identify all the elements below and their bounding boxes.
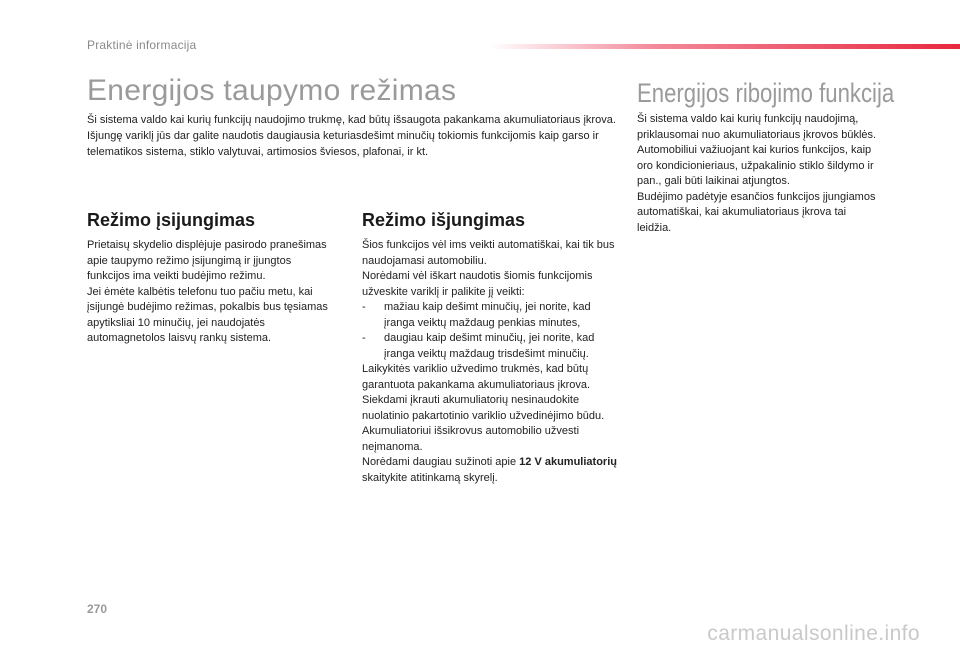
reference-text: skaitykite atitinkamą skyrelį. bbox=[362, 471, 498, 484]
left-section-body bbox=[87, 238, 335, 347]
left-paragraph: Jei ėmėte kalbėtis telefonu tuo pačiu metu, kai įsijungė budėjimo režimas, pokalbis bus tęsiamas apytiksliai 10 minučių, jei naudojatės automagnetolos laisvų rankų sistema. bbox=[87, 285, 328, 344]
middle-paragraph: Akumuliatoriui išsikrovus automobilio užvesti neįmanoma. bbox=[362, 425, 580, 453]
intro-paragraph: Išjungę variklį jūs dar galite naudotis daugiausia keturiasdešimt minučių tokiomis funkcijomis kaip garso ir telematikos sistema, stiklo valytuvai, artimosios šviesos, plafonai, ir kt. bbox=[87, 130, 599, 158]
middle-section-body bbox=[362, 238, 618, 486]
list-dash: - bbox=[362, 332, 366, 344]
reference-text: Norėdami daugiau sužinoti apie bbox=[362, 456, 520, 468]
right-section-body bbox=[637, 112, 882, 236]
left-section-title: Režimo įsijungimas bbox=[87, 210, 256, 230]
right-paragraph: Budėjimo padėtyje esančios funkcijos įjungiamos automatiškai, kai akumuliatoriaus įkrova tai leidžia. bbox=[637, 190, 876, 234]
list-item-text: mažiau kaip dešimt minučių, jei norite, kad įranga veiktų maždaug penkias minutes, bbox=[384, 301, 591, 329]
header-accent-bar bbox=[490, 44, 960, 49]
reference-bold-term: 12 V akumuliatorių bbox=[519, 456, 617, 468]
list-dash: - bbox=[362, 301, 366, 313]
watermark: carmanualsonline.info bbox=[707, 622, 920, 645]
list-item-text: daugiau kaip dešimt minučių, jei norite, kad įranga veiktų maždaug trisdešimt minučių. bbox=[384, 332, 595, 360]
middle-paragraph-reference bbox=[362, 455, 618, 486]
right-paragraph: Ši sistema valdo kai kurių funkcijų naudojimą, priklausomai nuo akumuliatoriaus įkrovos būklės. bbox=[637, 113, 877, 141]
page-title: Energijos taupymo režimas bbox=[87, 74, 457, 107]
middle-paragraph: Šios funkcijos vėl ims veikti automatiškai, kai tik bus naudojamasi automobiliu. bbox=[362, 239, 615, 267]
left-paragraph: Prietaisų skydelio displėjuje pasirodo pranešimas apie taupymo režimo įsijungimą ir įjungtos funkcijos ima veikti budėjimo režimu. bbox=[87, 239, 327, 282]
middle-paragraph: Norėdami vėl iškart naudotis šiomis funkcijomis užveskite variklį ir palikite jį veikti: bbox=[362, 270, 593, 298]
middle-section-title: Režimo išjungimas bbox=[362, 210, 526, 230]
middle-paragraph: Laikykitės variklio užvedimo trukmės, kad būtų garantuota pakankama akumuliatoriaus įkrova. bbox=[362, 363, 591, 391]
list-item bbox=[362, 300, 618, 331]
page-number: 270 bbox=[87, 602, 108, 616]
intro-paragraph: Ši sistema valdo kai kurių funkcijų naudojimo trukmę, kad būtų išsaugota pakankama akumuliatoriaus įkrova. bbox=[87, 114, 616, 126]
right-paragraph: Automobiliui važiuojant kai kurios funkcijos, kaip oro kondicionieriaus, užpakalinio stiklo šildymo ir pan., gali būti laikinai atjungtos. bbox=[637, 144, 874, 187]
list-item bbox=[362, 331, 618, 362]
intro-text bbox=[87, 112, 617, 160]
right-section-title: Energijos ribojimo funkcija bbox=[637, 78, 895, 108]
middle-paragraph: Siekdami įkrauti akumuliatorių nesinaudokite nuolatinio pakartotinio variklio užvedinėjimo būdu. bbox=[362, 394, 605, 422]
section-header: Praktinė informacija bbox=[87, 38, 197, 52]
